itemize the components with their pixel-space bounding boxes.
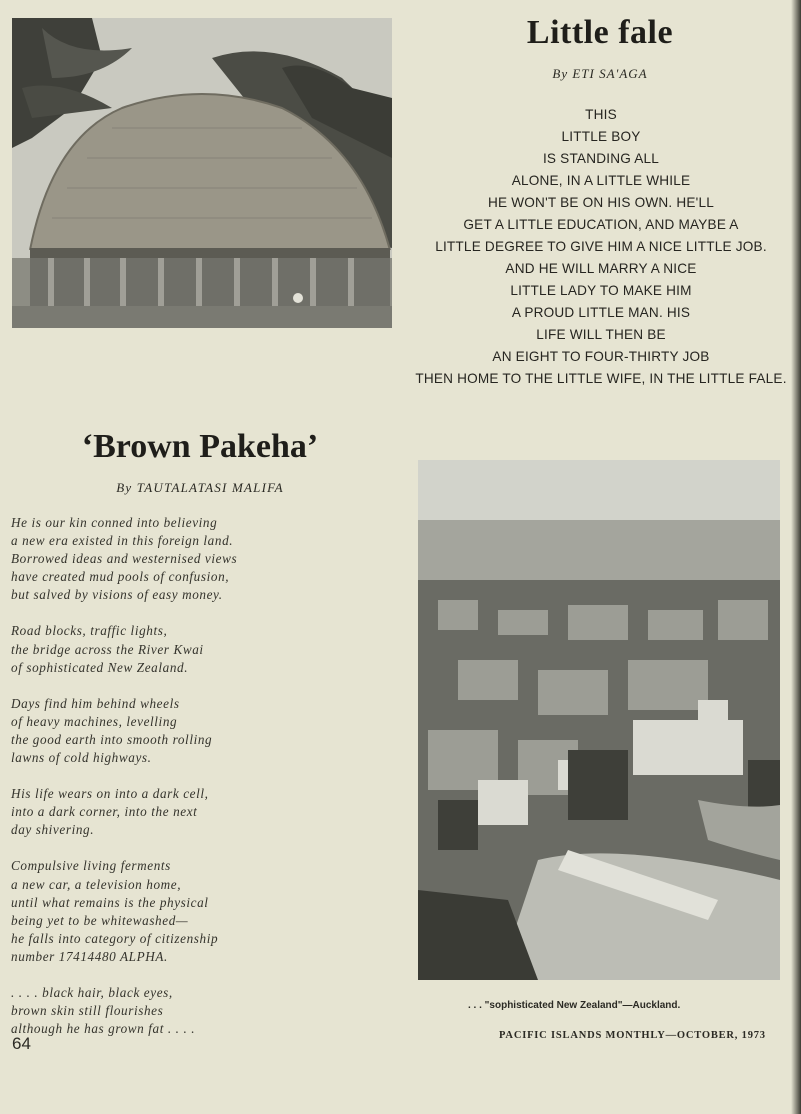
- poem-line: HE WON'T BE ON HIS OWN. HE'LL: [487, 195, 714, 210]
- photo-caption: . . . "sophisticated New Zealand"—Auckland.: [468, 1000, 681, 1011]
- poem-line: brown skin still flourishes: [11, 1003, 164, 1019]
- poem-line: of sophisticated New Zealand.: [11, 659, 189, 675]
- stanza: [11, 695, 311, 767]
- fale-illustration: [12, 18, 392, 328]
- poem-line: AN EIGHT TO FOUR-THIRTY JOB: [492, 349, 710, 364]
- poem-line: LITTLE LADY TO MAKE HIM: [510, 283, 692, 298]
- poem-line: AND HE WILL MARRY A NICE: [505, 261, 697, 276]
- poem-line: although he has grown fat . . . .: [11, 1021, 196, 1037]
- running-footer: PACIFIC ISLANDS MONTHLY—OCTOBER, 1973: [499, 1030, 766, 1041]
- little-fale-poem: [412, 104, 790, 390]
- poem-line: day shivering.: [11, 822, 95, 838]
- brown-pakeha-title: ‘Brown Pakeha’: [81, 428, 319, 465]
- stanza: [11, 984, 311, 1038]
- poem-line: Days find him behind wheels: [11, 695, 180, 711]
- poem-line: IS STANDING ALL: [542, 151, 660, 166]
- poem-line: he falls into category of citizenship: [11, 930, 219, 946]
- poem-line: LIFE WILL THEN BE: [536, 327, 666, 342]
- brown-pakeha-byline: By TAUTALATASI MALIFA: [116, 480, 284, 495]
- stanza: [11, 785, 311, 839]
- poem-line: THEN HOME TO THE LITTLE WIFE, IN THE LITTLE FALE.: [415, 371, 787, 386]
- poem-line: LITTLE BOY: [561, 129, 641, 144]
- poem-line: Borrowed ideas and westernised views: [11, 551, 238, 567]
- stanza: [11, 622, 311, 676]
- poem-line: LITTLE DEGREE TO GIVE HIM A NICE LITTLE JOB.: [435, 239, 767, 254]
- poem-line: the good earth into smooth rolling: [11, 731, 213, 747]
- little-fale-byline: By ETI SA'AGA: [552, 66, 648, 81]
- poem-line: until what remains is the physical: [11, 894, 209, 910]
- poem-line: ALONE, IN A LITTLE WHILE: [511, 173, 691, 188]
- poem-line: . . . . black hair, black eyes,: [11, 984, 173, 1000]
- little-fale-title: Little fale: [526, 14, 674, 51]
- stanza: [11, 514, 311, 604]
- poem-line: have created mud pools of confusion,: [11, 569, 230, 585]
- auckland-aerial-photo: [418, 460, 780, 980]
- poem-line: being yet to be whitewashed—: [11, 912, 189, 928]
- poem-line: of heavy machines, levelling: [11, 713, 178, 729]
- poem-line: but salved by visions of easy money.: [11, 587, 223, 603]
- poem-line: His life wears on into a dark cell,: [11, 786, 209, 802]
- poem-line: A PROUD LITTLE MAN. HIS: [511, 305, 691, 320]
- poem-line: lawns of cold highways.: [11, 750, 152, 766]
- poem-line: Compulsive living ferments: [11, 858, 171, 874]
- poem-line: a new car, a television home,: [11, 876, 182, 892]
- poem-line: THIS: [585, 107, 617, 122]
- poem-line: He is our kin conned into believing: [11, 515, 218, 530]
- auckland-illustration: [418, 460, 780, 980]
- page-number: 64: [12, 1034, 31, 1053]
- poem-line: the bridge across the River Kwai: [11, 641, 204, 657]
- brown-pakeha-poem: [11, 514, 311, 1056]
- poem-line: a new era existed in this foreign land.: [11, 533, 234, 549]
- poem-line: Road blocks, traffic lights,: [11, 623, 168, 639]
- poem-line: into a dark corner, into the next: [11, 804, 198, 820]
- fale-photo: [12, 18, 392, 328]
- poem-line: GET A LITTLE EDUCATION, AND MAYBE A: [463, 217, 739, 232]
- page-edge-shadow: [791, 0, 801, 1114]
- poem-line: number 17414480 ALPHA.: [11, 948, 168, 964]
- stanza: [11, 857, 311, 966]
